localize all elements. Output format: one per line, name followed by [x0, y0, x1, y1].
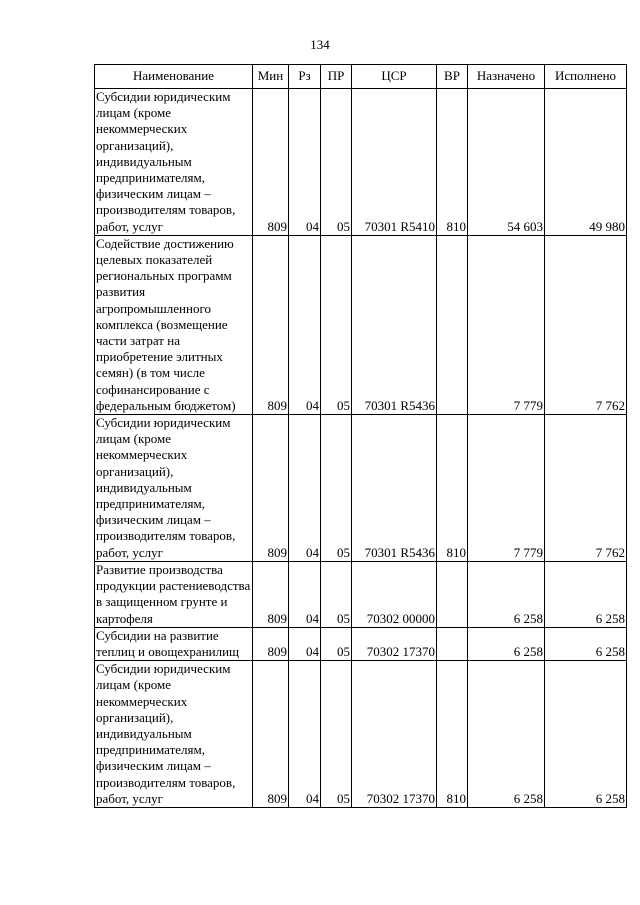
cell-vr: 810 — [437, 415, 468, 562]
cell-min: 809 — [253, 561, 289, 627]
cell-pr: 05 — [321, 235, 352, 414]
budget-table — [94, 64, 627, 808]
col-header-vr: ВР — [437, 65, 468, 89]
cell-executed: 49 980 — [545, 89, 627, 236]
cell-csr: 70301 R5436 — [352, 415, 437, 562]
cell-assigned: 6 258 — [468, 627, 545, 660]
cell-csr: 70301 R5436 — [352, 235, 437, 414]
cell-pr: 05 — [321, 415, 352, 562]
table-row — [95, 89, 627, 236]
cell-csr: 70302 17370 — [352, 661, 437, 808]
cell-vr — [437, 235, 468, 414]
cell-name: Субсидии юридическим лицам (кроме некоммерческих организаций), индивидуальным предпринимателям, физическим лицам – производителям товаров, работ, услуг — [95, 89, 253, 236]
cell-executed: 6 258 — [545, 561, 627, 627]
cell-rz: 04 — [289, 89, 321, 236]
table-row — [95, 235, 627, 414]
cell-assigned: 6 258 — [468, 661, 545, 808]
cell-assigned: 7 779 — [468, 415, 545, 562]
cell-vr — [437, 627, 468, 660]
col-header-assigned: Назначено — [468, 65, 545, 89]
cell-executed: 6 258 — [545, 627, 627, 660]
col-header-min: Мин — [253, 65, 289, 89]
table-row — [95, 661, 627, 808]
col-header-name: Наименование — [95, 65, 253, 89]
cell-name: Развитие производства продукции растениеводства в защищенном грунте и картофеля — [95, 561, 253, 627]
col-header-csr: ЦСР — [352, 65, 437, 89]
cell-min: 809 — [253, 235, 289, 414]
page-number: 134 — [310, 37, 330, 52]
cell-csr: 70301 R5410 — [352, 89, 437, 236]
cell-executed: 7 762 — [545, 235, 627, 414]
cell-min: 809 — [253, 89, 289, 236]
table-row — [95, 627, 627, 660]
cell-min: 809 — [253, 661, 289, 808]
cell-vr: 810 — [437, 661, 468, 808]
cell-csr: 70302 00000 — [352, 561, 437, 627]
cell-vr: 810 — [437, 89, 468, 236]
cell-rz: 04 — [289, 661, 321, 808]
table-header-row — [95, 65, 627, 89]
col-header-executed: Исполнено — [545, 65, 627, 89]
cell-name: Содействие достижению целевых показателей региональных программ развития агропромышленного комплекса (возмещение части затрат на приобретение элитных семян) (в том числе софинансирование с федеральным бюджетом) — [95, 235, 253, 414]
cell-pr: 05 — [321, 561, 352, 627]
cell-name: Субсидии юридическим лицам (кроме некоммерческих организаций), индивидуальным предпринимателям, физическим лицам – производителям товаров, работ, услуг — [95, 661, 253, 808]
cell-assigned: 54 603 — [468, 89, 545, 236]
cell-csr: 70302 17370 — [352, 627, 437, 660]
cell-assigned: 6 258 — [468, 561, 545, 627]
cell-assigned: 7 779 — [468, 235, 545, 414]
col-header-pr: ПР — [321, 65, 352, 89]
cell-vr — [437, 561, 468, 627]
cell-pr: 05 — [321, 661, 352, 808]
cell-rz: 04 — [289, 415, 321, 562]
cell-min: 809 — [253, 415, 289, 562]
table-row — [95, 415, 627, 562]
table-row — [95, 561, 627, 627]
cell-pr: 05 — [321, 627, 352, 660]
cell-name: Субсидии на развитие теплиц и овощехранилищ — [95, 627, 253, 660]
cell-executed: 7 762 — [545, 415, 627, 562]
cell-executed: 6 258 — [545, 661, 627, 808]
cell-rz: 04 — [289, 561, 321, 627]
cell-rz: 04 — [289, 235, 321, 414]
cell-rz: 04 — [289, 627, 321, 660]
col-header-rz: Рз — [289, 65, 321, 89]
cell-min: 809 — [253, 627, 289, 660]
cell-name: Субсидии юридическим лицам (кроме некоммерческих организаций), индивидуальным предпринимателям, физическим лицам – производителям товаров, работ, услуг — [95, 415, 253, 562]
cell-pr: 05 — [321, 89, 352, 236]
